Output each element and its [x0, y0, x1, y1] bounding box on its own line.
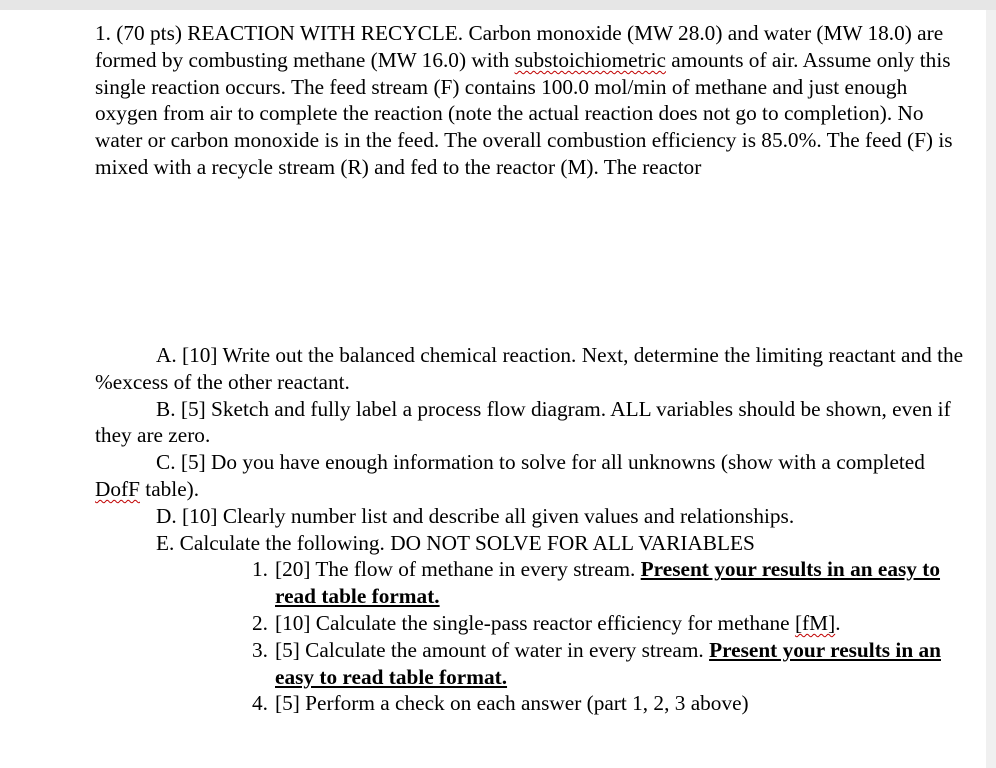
problem-parts [95, 342, 975, 717]
problem-intro-continued: amounts of air. Assume only this single reaction occurs. The feed stream (F) contains 100.0 mol/min of methane and just enough oxygen from air to complete the reaction (note the actual reaction does not go to completion). No water or carbon monoxide is in the feed. The overall combustion efficiency is 85.0%. The feed (F) is mixed with a recycle stream (R) and fed to the reactor (M). The reactor [95, 47, 953, 179]
spellcheck-word[interactable]: substoichiometric [514, 47, 666, 72]
part-a: A. [10] Write out the balanced chemical reaction. Next, determine the limiting reactant and the %excess of the other reactant. [95, 343, 964, 394]
list-item [252, 637, 975, 691]
spellcheck-word[interactable]: [fM] [794, 610, 836, 635]
problem-statement [95, 20, 975, 181]
list-item [252, 690, 975, 717]
part-d: D. [10] Clearly number list and describe all given values and relationships. [156, 503, 795, 528]
part-c-text: C. [5] Do you have enough information to solve for all unknowns (show with a completed [156, 450, 925, 475]
spellcheck-word[interactable]: DofF [95, 476, 140, 501]
list-number: 3. [252, 637, 268, 662]
list-item [252, 556, 975, 610]
list-item-text: [5] Calculate the amount of water in every stream. [275, 637, 710, 662]
list-item-emphasis: Present your results in an easy to read table format. [275, 557, 941, 609]
list-number: 2. [252, 610, 268, 635]
part-e: E. Calculate the following. DO NOT SOLVE FOR ALL VARIABLES [156, 530, 755, 555]
scroll-gutter [986, 10, 996, 768]
list-item-emphasis: Present your results in an easy to read table format. [275, 637, 941, 689]
document-page [0, 10, 986, 768]
list-number: 1. [252, 557, 268, 582]
part-c-text-end: table). [139, 476, 200, 501]
list-item-text: [5] Perform a check on each answer (part 1, 2, 3 above) [275, 691, 749, 716]
part-c [95, 449, 975, 503]
window-top-bar [0, 0, 996, 10]
part-e-list [95, 556, 975, 717]
list-item-text: [20] The flow of methane in every stream. [275, 557, 641, 582]
problem-paragraph [95, 20, 975, 181]
problem-intro-text: 1. (70 pts) REACTION WITH RECYCLE. Carbon monoxide (MW 28.0) and water (MW 18.0) are formed by combusting methane (MW 16.0) with [95, 21, 944, 72]
list-item-text: [10] Calculate the single-pass reactor efficiency for methane [275, 610, 795, 635]
list-item-text-end: . [835, 610, 841, 635]
part-b: B. [5] Sketch and fully label a process flow diagram. ALL variables should be shown, even if they are zero. [95, 396, 951, 448]
list-item [252, 610, 975, 637]
list-number: 4. [252, 691, 268, 716]
